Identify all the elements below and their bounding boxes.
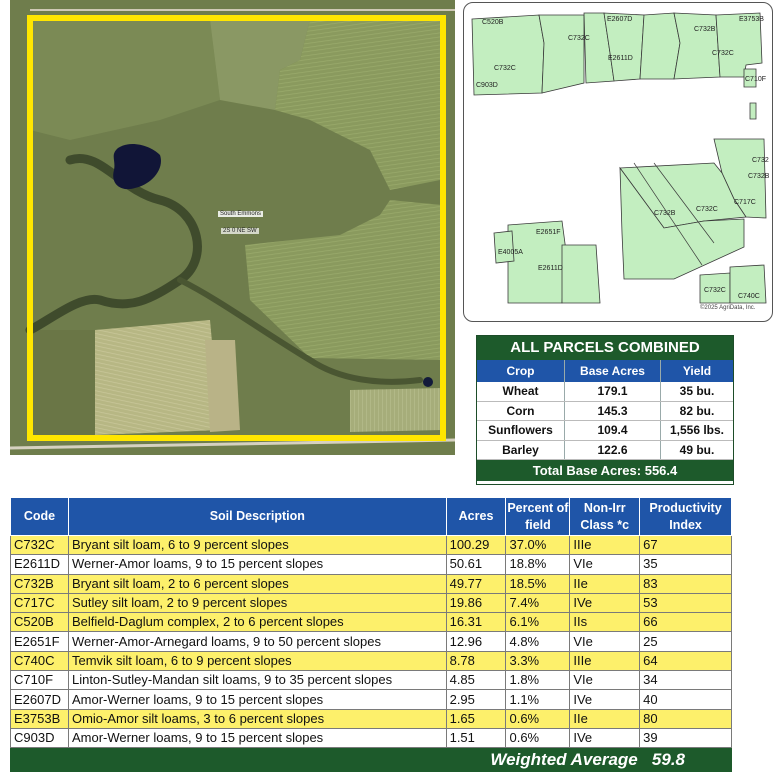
crop-cell: Wheat [477, 382, 565, 401]
class-cell: IIe [570, 574, 640, 593]
map-label: E4005A [498, 249, 523, 256]
acres-cell: 4.85 [446, 671, 506, 690]
description-cell: Linton-Sutley-Mandan silt loams, 9 to 35 percent slopes [68, 671, 446, 690]
map-label: E2607D [607, 16, 633, 23]
road-label-secondary: 2S 0 NE SW [223, 228, 257, 234]
percent-cell: 18.5% [506, 574, 570, 593]
acres-cell: 16.31 [446, 613, 506, 632]
parcels-header-row [477, 360, 733, 382]
acres-cell: 12.96 [446, 632, 506, 651]
weighted-average-label: Weighted Average [490, 749, 638, 769]
column-header-crop: Crop [477, 360, 565, 382]
code-cell: C520B [11, 613, 69, 632]
table-row [477, 421, 733, 441]
percent-cell: 3.3% [506, 651, 570, 670]
acres-cell: 179.1 [565, 382, 661, 401]
percent-cell: 37.0% [506, 536, 570, 555]
class-cell: IVe [570, 728, 640, 747]
column-header-productivity-index: Productivity Index [640, 498, 732, 536]
column-header-yield: Yield [682, 364, 712, 378]
percent-cell: 0.6% [506, 709, 570, 728]
map-label: C520B [482, 19, 504, 26]
weighted-average-row [11, 748, 732, 772]
map-label: C732C [704, 287, 726, 294]
description-cell: Werner-Amor-Arnegard loams, 9 to 50 percent slopes [68, 632, 446, 651]
description-cell: Amor-Werner loams, 9 to 15 percent slopes [68, 728, 446, 747]
class-cell: VIe [570, 555, 640, 574]
table-row [11, 709, 732, 728]
map-label: C717C [734, 199, 756, 206]
soil-header-row [11, 498, 732, 536]
crop-cell: Barley [477, 441, 565, 460]
table-row [11, 593, 732, 612]
percent-cell: 4.8% [506, 632, 570, 651]
description-cell: Temvik silt loam, 6 to 9 percent slopes [68, 651, 446, 670]
productivity-cell: 53 [640, 593, 732, 612]
map-label: E3753B [739, 16, 764, 23]
code-cell: E2611D [11, 555, 69, 574]
percent-cell: 18.8% [506, 555, 570, 574]
productivity-cell: 25 [640, 632, 732, 651]
map-label: C732C [712, 50, 734, 57]
productivity-cell: 40 [640, 690, 732, 709]
productivity-cell: 34 [640, 671, 732, 690]
total-base-acres [477, 460, 733, 481]
table-row [11, 536, 732, 555]
code-cell: C740C [11, 651, 69, 670]
acres-cell: 50.61 [446, 555, 506, 574]
acres-cell: 8.78 [446, 651, 506, 670]
table-row [477, 402, 733, 422]
aerial-photo [10, 0, 455, 455]
acres-cell: 100.29 [446, 536, 506, 555]
description-cell: Omio-Amor silt loams, 3 to 6 percent slopes [68, 709, 446, 728]
yield-cell: 82 bu. [679, 403, 715, 418]
map-label: C903D [476, 82, 498, 89]
table-row [11, 632, 732, 651]
map-label: C732B [748, 173, 770, 180]
code-cell: C717C [11, 593, 69, 612]
map-label: E2651F [536, 229, 561, 236]
percent-cell: 7.4% [506, 593, 570, 612]
column-header-code: Code [11, 498, 69, 536]
percent-cell: 1.1% [506, 690, 570, 709]
productivity-cell: 66 [640, 613, 732, 632]
class-cell: IIIe [570, 536, 640, 555]
code-cell: E2607D [11, 690, 69, 709]
soil-map [463, 2, 773, 322]
table-row [477, 382, 733, 402]
acres-cell: 145.3 [565, 402, 661, 421]
soil-table [10, 497, 732, 772]
yield-cell: 49 bu. [679, 442, 715, 457]
class-cell: IIIe [570, 651, 640, 670]
code-cell: C732B [11, 574, 69, 593]
map-label: C710F [745, 76, 767, 83]
table-row [11, 728, 732, 747]
code-cell: E3753B [11, 709, 69, 728]
map-copyright: ©2025 AgriData, Inc. [700, 305, 756, 311]
parcels-title: ALL PARCELS COMBINED [477, 336, 733, 360]
acres-cell: 2.95 [446, 690, 506, 709]
code-cell: E2651F [11, 632, 69, 651]
code-cell: C710F [11, 671, 69, 690]
total-label: Total Base Acres: [532, 463, 642, 478]
productivity-cell: 83 [640, 574, 732, 593]
class-cell: VIe [570, 671, 640, 690]
crop-cell: Sunflowers [477, 421, 565, 440]
table-row [11, 671, 732, 690]
description-cell: Belfield-Daglum complex, 2 to 6 percent slopes [68, 613, 446, 632]
productivity-cell: 64 [640, 651, 732, 670]
code-cell: C903D [11, 728, 69, 747]
map-label: C732 [752, 157, 769, 164]
map-label: C732B [654, 210, 676, 217]
column-header-percent-of-field: Percent of field [506, 498, 570, 536]
acres-cell: 1.51 [446, 728, 506, 747]
description-cell: Bryant silt loam, 2 to 6 percent slopes [68, 574, 446, 593]
yield-cell: 1,556 lbs. [669, 423, 725, 438]
class-cell: VIe [570, 632, 640, 651]
table-row [11, 555, 732, 574]
percent-cell: 6.1% [506, 613, 570, 632]
description-cell: Sutley silt loam, 2 to 9 percent slopes [68, 593, 446, 612]
description-cell: Bryant silt loam, 6 to 9 percent slopes [68, 536, 446, 555]
table-row [477, 441, 733, 461]
class-cell: IVe [570, 593, 640, 612]
weighted-average-value: 59.8 [651, 749, 685, 769]
parcels-combined-table [476, 335, 734, 485]
map-label: C732C [568, 35, 590, 42]
table-row [11, 651, 732, 670]
acres-cell: 19.86 [446, 593, 506, 612]
description-cell: Amor-Werner loams, 9 to 15 percent slopes [68, 690, 446, 709]
acres-cell: 1.65 [446, 709, 506, 728]
code-cell: C732C [11, 536, 69, 555]
map-label: C732C [696, 206, 718, 213]
productivity-cell: 39 [640, 728, 732, 747]
acres-cell: 122.6 [565, 441, 661, 460]
column-header-acres: Acres [446, 498, 506, 536]
productivity-cell: 35 [640, 555, 732, 574]
map-label: C740C [738, 293, 760, 300]
map-label: E2611D [538, 265, 563, 272]
map-label: C732C [494, 65, 516, 72]
table-row [11, 574, 732, 593]
road-label: South Emmons [220, 211, 262, 217]
table-row [11, 690, 732, 709]
class-cell: IVe [570, 690, 640, 709]
yield-cell: 35 bu. [679, 384, 715, 399]
column-header-soil-description: Soil Description [68, 498, 446, 536]
column-header-non-irr-class: Non-Irr Class *c [570, 498, 640, 536]
class-cell: IIs [570, 613, 640, 632]
percent-cell: 1.8% [506, 671, 570, 690]
map-label: E2611D [608, 55, 633, 62]
map-label: C732B [694, 26, 716, 33]
total-value: 556.4 [644, 463, 678, 478]
crop-cell: Corn [477, 402, 565, 421]
class-cell: IIe [570, 709, 640, 728]
acres-cell: 49.77 [446, 574, 506, 593]
acres-cell: 109.4 [565, 421, 661, 440]
percent-cell: 0.6% [506, 728, 570, 747]
description-cell: Werner-Amor loams, 9 to 15 percent slopes [68, 555, 446, 574]
table-row [11, 613, 732, 632]
productivity-cell: 67 [640, 536, 732, 555]
productivity-cell: 80 [640, 709, 732, 728]
column-header-base-acres: Base Acres [565, 360, 661, 382]
